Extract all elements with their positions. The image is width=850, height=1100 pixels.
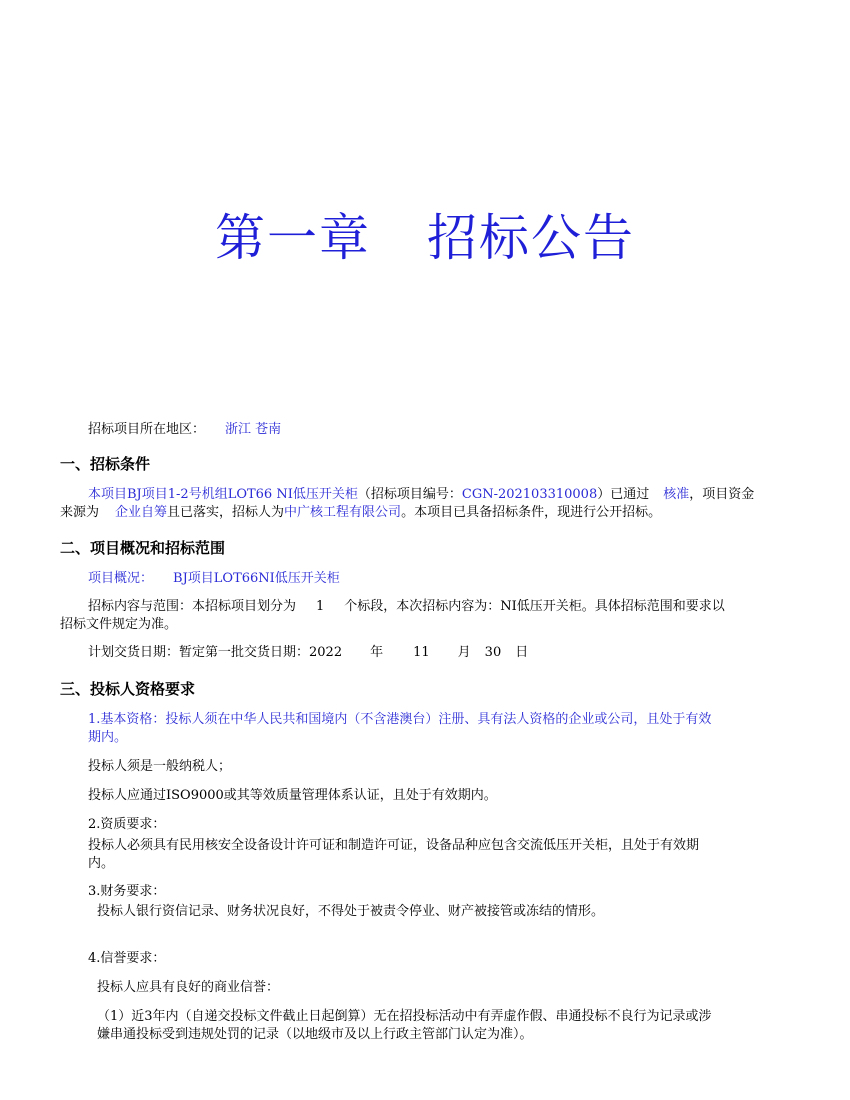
iso-requirement: 投标人应通过ISO9000或其等效质量管理体系认证，且处于有效期内。 (88, 788, 497, 803)
credit-item1-line2: 嫌串通投标受到违规处罚的记录（以地级市及以上行政主管部门认定为准）。 (97, 1027, 533, 1042)
qualification-line2: 内。 (88, 856, 115, 871)
credit-label: 4.信誉要求： (88, 951, 166, 966)
overview-line (88, 570, 340, 588)
financial-label: 3.财务要求： (88, 884, 166, 899)
basic-qualification-line2: 期内。 (88, 730, 128, 745)
project-name: 本项目BJ项目1-2号机组LOT66 NI低压开关柜 (88, 487, 358, 502)
credit-text: 投标人应具有良好的商业信誉： (97, 980, 280, 995)
lot-count: 1 (316, 599, 325, 614)
qualification-label: 2.资质要求： (88, 817, 166, 832)
qualification-line1: 投标人必须具有民用核安全设备设计许可证和制造许可证，设备品种应包含交流低压开关柜，且处于有效期 (88, 838, 700, 853)
section3-heading: 三、投标人资格要求 (60, 680, 196, 698)
basic-qualification-line1: 1.基本资格：投标人须在中华人民共和国境内（不含港澳台）注册、具有法人资格的企业或公司，且处于有效 (88, 712, 712, 727)
taxpayer-requirement: 投标人须是一般纳税人； (88, 759, 232, 774)
delivery-line: 计划交货日期：暂定第一批交货日期：2022 年 11 月 30 日 (88, 645, 529, 660)
financial-text: 投标人银行资信记录、财务状况良好，不得处于被责令停业、财产被接管或冻结的情形。 (97, 904, 605, 919)
region-line (88, 421, 281, 439)
delivery-month: 11 (413, 645, 430, 660)
scope-line2: 招标文件规定为准。 (60, 617, 178, 632)
chapter-title (0, 198, 850, 270)
overview-label: 项目概况： (88, 571, 154, 586)
overview-value: BJ项目LOT66NI低压开关柜 (173, 571, 340, 586)
section1-heading: 一、招标条件 (60, 455, 151, 473)
region-label: 招标项目所在地区： (88, 422, 206, 437)
tenderer-name: 中广核工程有限公司 (284, 505, 402, 520)
section1-line1: 本项目BJ项目1-2号机组LOT66 NI低压开关柜（招标项目编号：CGN-202103310008）已通过 核准，项目资金 (88, 487, 755, 502)
scope-line1: 招标内容与范围：本招标项目划分为 1 个标段，本次招标内容为：NI低压开关柜。具体招标范围和要求以 (88, 599, 725, 614)
project-number: CGN-202103310008 (461, 487, 598, 502)
fund-source: 企业自筹 (115, 505, 168, 520)
section1-line2: 来源为 企业自筹且已落实，招标人为中广核工程有限公司。本项目已具备招标条件，现进行公开招标。 (60, 505, 662, 520)
credit-item1-line1: （1）近3年内（自递交投标文件截止日起倒算）无在招投标活动中有弄虚作假、串通投标不良行为记录或涉 (97, 1009, 712, 1024)
section2-heading: 二、项目概况和招标范围 (60, 539, 226, 557)
chapter-name: 招标公告 (427, 209, 635, 267)
chapter-number: 第一章 (215, 209, 371, 267)
region-value: 浙江 苍南 (225, 422, 282, 437)
approval-type: 核准 (663, 487, 690, 502)
delivery-day: 30 (484, 645, 502, 660)
